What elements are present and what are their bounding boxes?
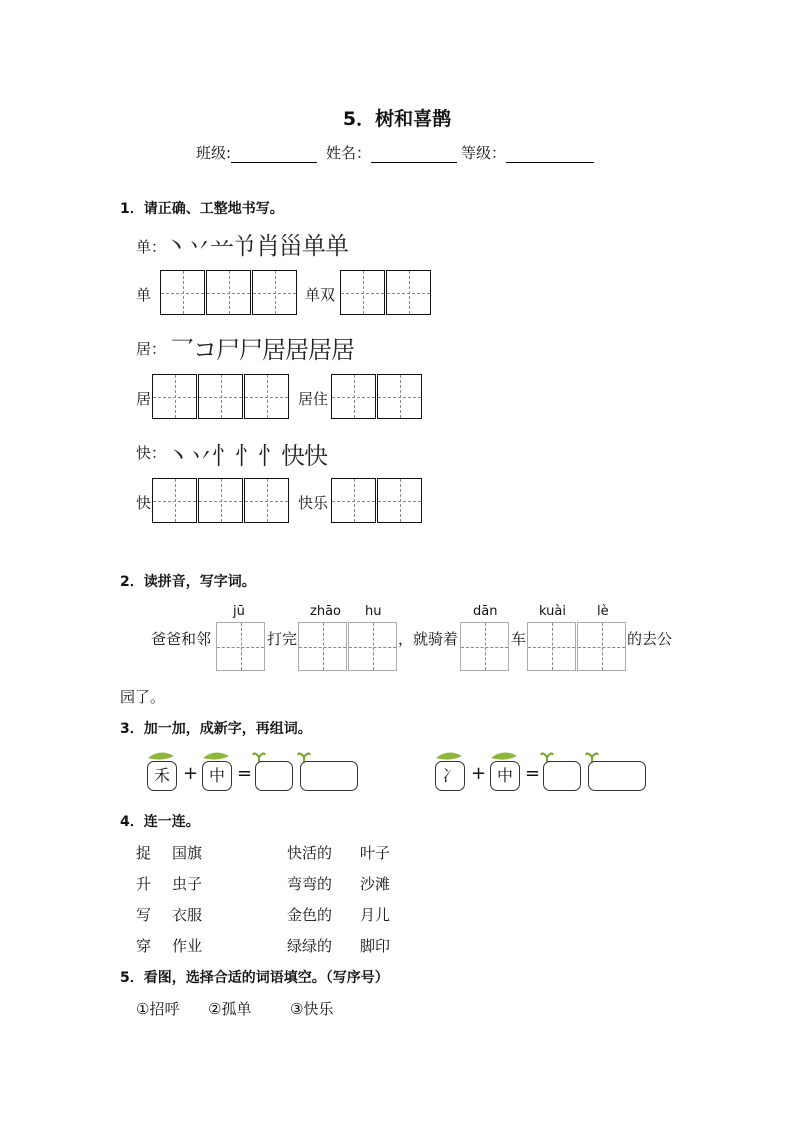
name-info <box>326 142 457 163</box>
section-2-heading: 2．读拼音，写字词。 <box>120 574 256 590</box>
stroke: 䒑 <box>210 232 235 260</box>
writing-grid[interactable] <box>152 374 197 419</box>
stroke: 丷 <box>187 232 212 260</box>
word-label-danshuang: 单双 <box>305 286 336 304</box>
stroke-order-ju <box>170 330 354 365</box>
section-4-heading: 4．连一连。 <box>120 814 200 830</box>
char-label-kuai: 快： <box>136 444 167 462</box>
pinyin-le: lè <box>597 604 609 619</box>
pinyin-zhao: zhāo <box>310 604 341 619</box>
grade-info <box>461 142 594 163</box>
option-3: ③快乐 <box>290 1000 334 1018</box>
radical-box: 禾 <box>147 761 177 791</box>
option-1: ①招呼 <box>136 1000 180 1018</box>
name-label: 姓名： <box>326 144 372 162</box>
match-adjective[interactable]: 快活的 <box>287 844 333 862</box>
answer-char-box[interactable] <box>543 761 581 791</box>
writing-grid[interactable] <box>198 374 243 419</box>
word-label-juzhu: 居住 <box>298 390 329 408</box>
match-verb[interactable]: 穿 <box>136 937 152 955</box>
writing-grid[interactable] <box>216 622 265 671</box>
sentence-part-e: 的去公 <box>627 630 673 648</box>
sentence-part-a: 爸爸和邻 <box>151 630 212 648</box>
match-noun[interactable]: 月儿 <box>360 906 391 924</box>
pinyin-dan: dān <box>473 604 498 619</box>
name-blank[interactable] <box>371 146 457 163</box>
writing-grid[interactable] <box>340 270 385 315</box>
stroke: 忄 <box>258 442 283 470</box>
writing-grid[interactable] <box>577 622 626 671</box>
practice-label-ju: 居 <box>136 390 152 408</box>
match-noun[interactable]: 脚印 <box>360 937 391 955</box>
section-5-heading: 5．看图，选择合适的词语填空。（写序号） <box>120 970 389 986</box>
pinyin-hu: hu <box>365 604 382 619</box>
match-noun[interactable]: 叶子 <box>360 844 391 862</box>
writing-grid[interactable] <box>152 478 197 523</box>
stroke: 快 <box>281 442 306 470</box>
stroke: 尸 <box>216 336 241 364</box>
char-label-dan: 单： <box>136 238 167 256</box>
stroke: 兯 <box>233 232 258 260</box>
practice-label-dan: 单 <box>136 286 152 304</box>
writing-grid[interactable] <box>377 374 422 419</box>
sentence-part-d: 车 <box>511 630 527 648</box>
writing-grid[interactable] <box>331 374 376 419</box>
writing-grid[interactable] <box>348 622 397 671</box>
writing-grid[interactable] <box>331 478 376 523</box>
match-noun[interactable]: 虫子 <box>172 875 203 893</box>
match-adjective[interactable]: 金色的 <box>287 906 333 924</box>
radical-box: 中 <box>490 761 520 791</box>
grade-blank[interactable] <box>506 146 594 163</box>
equals-sign: = <box>525 763 541 784</box>
writing-grid[interactable] <box>244 374 289 419</box>
match-noun[interactable]: 沙滩 <box>360 875 391 893</box>
stroke: コ <box>193 336 218 364</box>
stroke: 居 <box>285 336 310 364</box>
answer-word-box[interactable] <box>300 761 358 791</box>
stroke: 丶 <box>164 232 189 260</box>
match-noun[interactable]: 作业 <box>172 937 203 955</box>
match-verb[interactable]: 捉 <box>136 844 152 862</box>
stroke: 乛 <box>170 336 195 364</box>
stroke: 居 <box>262 336 287 364</box>
writing-grid[interactable] <box>206 270 251 315</box>
stroke: 丷 <box>189 442 214 470</box>
writing-grid[interactable] <box>298 622 347 671</box>
sentence-part-f: 园了。 <box>120 688 166 706</box>
stroke: 甾 <box>279 232 304 260</box>
writing-grid[interactable] <box>386 270 431 315</box>
writing-grid[interactable] <box>198 478 243 523</box>
class-blank[interactable] <box>231 146 317 163</box>
sentence-part-c: ，就骑着 <box>398 630 459 648</box>
sentence-part-b: 打完 <box>267 630 298 648</box>
class-info <box>196 142 317 163</box>
stroke: 快 <box>304 442 329 470</box>
section-3-heading: 3．加一加，成新字，再组词。 <box>120 721 312 737</box>
match-verb[interactable]: 写 <box>136 906 152 924</box>
radical-box: 中 <box>202 761 232 791</box>
match-noun[interactable]: 国旗 <box>172 844 203 862</box>
stroke: 单 <box>302 232 327 260</box>
plus-sign: + <box>183 763 199 784</box>
stroke: 尸 <box>239 336 264 364</box>
pinyin-kuai: kuài <box>539 604 566 619</box>
match-noun[interactable]: 衣服 <box>172 906 203 924</box>
stroke: 居 <box>331 336 356 364</box>
writing-grid[interactable] <box>527 622 576 671</box>
option-2: ②孤单 <box>208 1000 252 1018</box>
stroke: 忄 <box>235 442 260 470</box>
writing-grid[interactable] <box>460 622 509 671</box>
writing-grid[interactable] <box>377 478 422 523</box>
class-label: 班级: <box>196 144 232 162</box>
stroke-order-dan <box>164 226 348 261</box>
stroke-order-kuai <box>166 436 327 471</box>
match-verb[interactable]: 升 <box>136 875 152 893</box>
section-1-heading: 1．请正确、工整地书写。 <box>120 201 284 217</box>
stroke: 居 <box>308 336 333 364</box>
grade-label: 等级： <box>461 144 507 162</box>
writing-grid[interactable] <box>160 270 205 315</box>
stroke: 单 <box>325 232 350 260</box>
plus-sign: + <box>471 763 487 784</box>
page-title: 5．树和喜鹊 <box>342 108 452 130</box>
match-adjective[interactable]: 弯弯的 <box>287 875 333 893</box>
equals-sign: = <box>237 763 253 784</box>
answer-char-box[interactable] <box>255 761 293 791</box>
practice-label-kuai: 快 <box>136 494 152 512</box>
stroke: 忄 <box>212 442 237 470</box>
match-adjective[interactable]: 绿绿的 <box>287 937 333 955</box>
stroke: 肖 <box>256 232 281 260</box>
word-label-kuaile: 快乐 <box>298 494 329 512</box>
radical-box: 冫 <box>435 761 465 791</box>
pinyin-ju: jū <box>233 604 245 619</box>
char-label-ju: 居： <box>136 340 167 358</box>
writing-grid[interactable] <box>252 270 297 315</box>
answer-word-box[interactable] <box>588 761 646 791</box>
writing-grid[interactable] <box>244 478 289 523</box>
stroke: 丶 <box>166 442 191 470</box>
